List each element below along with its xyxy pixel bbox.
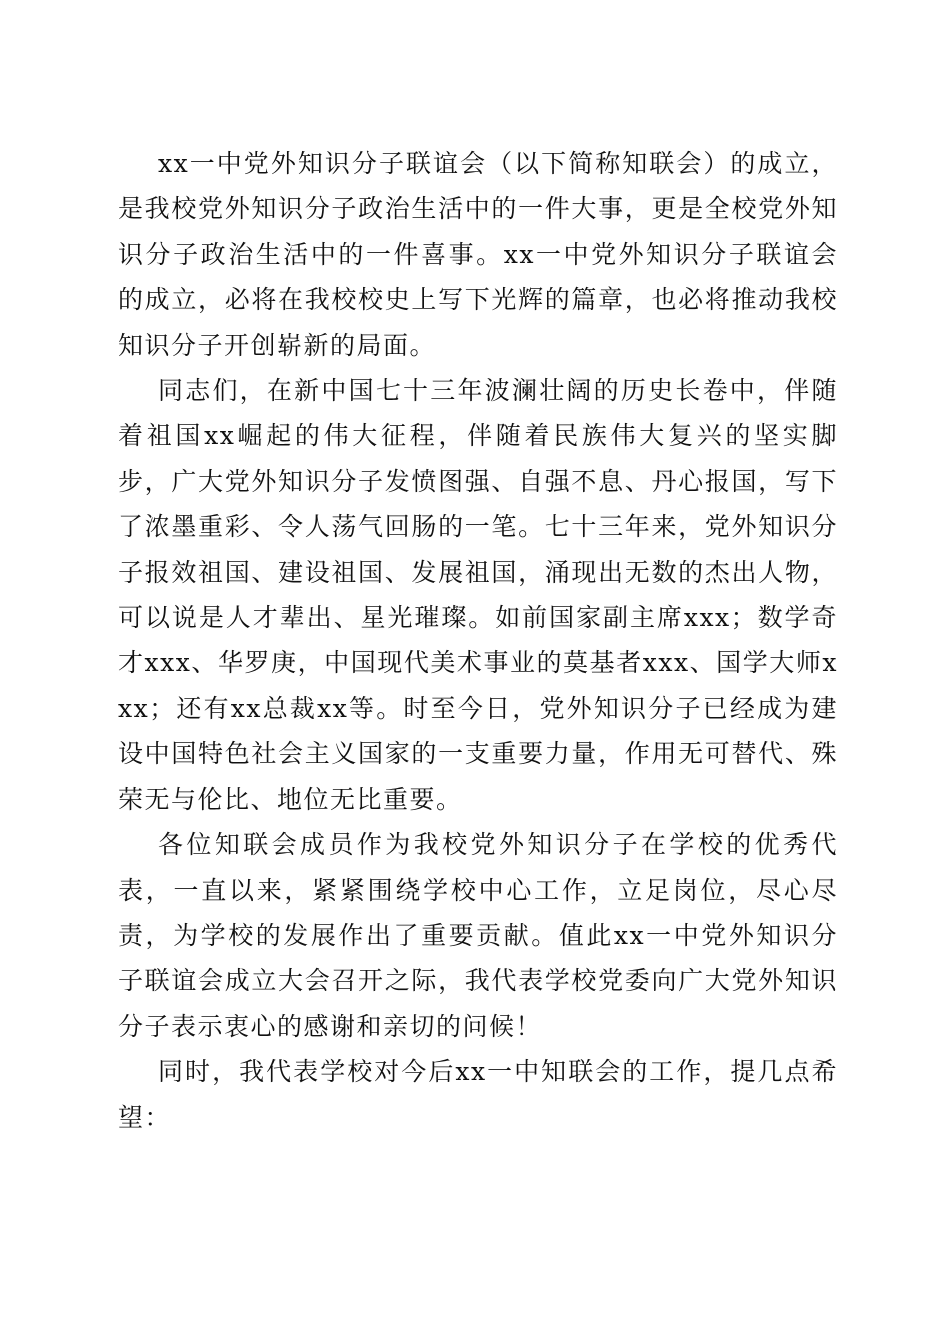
paragraph-hopes: 同时，我代表学校对今后xx一中知联会的工作，提几点希望： bbox=[118, 1057, 838, 1132]
paragraph-history: 同志们，在新中国七十三年波澜壮阔的历史长卷中，伴随着祖国xx崛起的伟大征程，伴随着民族伟大复兴的坚实脚步，广大党外知识分子发愤图强、自强不息、丹心报国，写下了浓墨重彩、令人荡气回肠的一笔。七十三年来，党外知识分子报效祖国、建设祖国、发展祖国，涌现出无数的杰出人物，可以说是人才辈出、星光璀璨。如前国家副主席xxx；数学奇才xxx、华罗庚，中国现代美术事业的莫基者xxx、国学大师xxx；还有xx总裁xx等。时至今日，党外知识分子已经成为建设中国特色社会主义国家的一支重要力量，作用无可替代、殊荣无与伦比、地位无比重要。 bbox=[118, 376, 838, 814]
paragraph-founding: xx一中党外知识分子联谊会（以下简称知联会）的成立，是我校党外知识分子政治生活中的一件大事，更是全校党外知识分子政治生活中的一件喜事。xx一中党外知识分子联谊会的成立，必将在我校校史上写下光辉的篇章，也必将推动我校知识分子开创崭新的局面。 bbox=[118, 149, 838, 360]
paragraph-members: 各位知联会成员作为我校党外知识分子在学校的优秀代表，一直以来，紧紧围绕学校中心工作，立足岗位，尽心尽责，为学校的发展作出了重要贡献。值此xx一中党外知识分子联谊会成立大会召开之际，我代表学校党委向广大党外知识分子表示衷心的感谢和亲切的问候！ bbox=[118, 830, 838, 1041]
document-body bbox=[118, 141, 838, 1140]
